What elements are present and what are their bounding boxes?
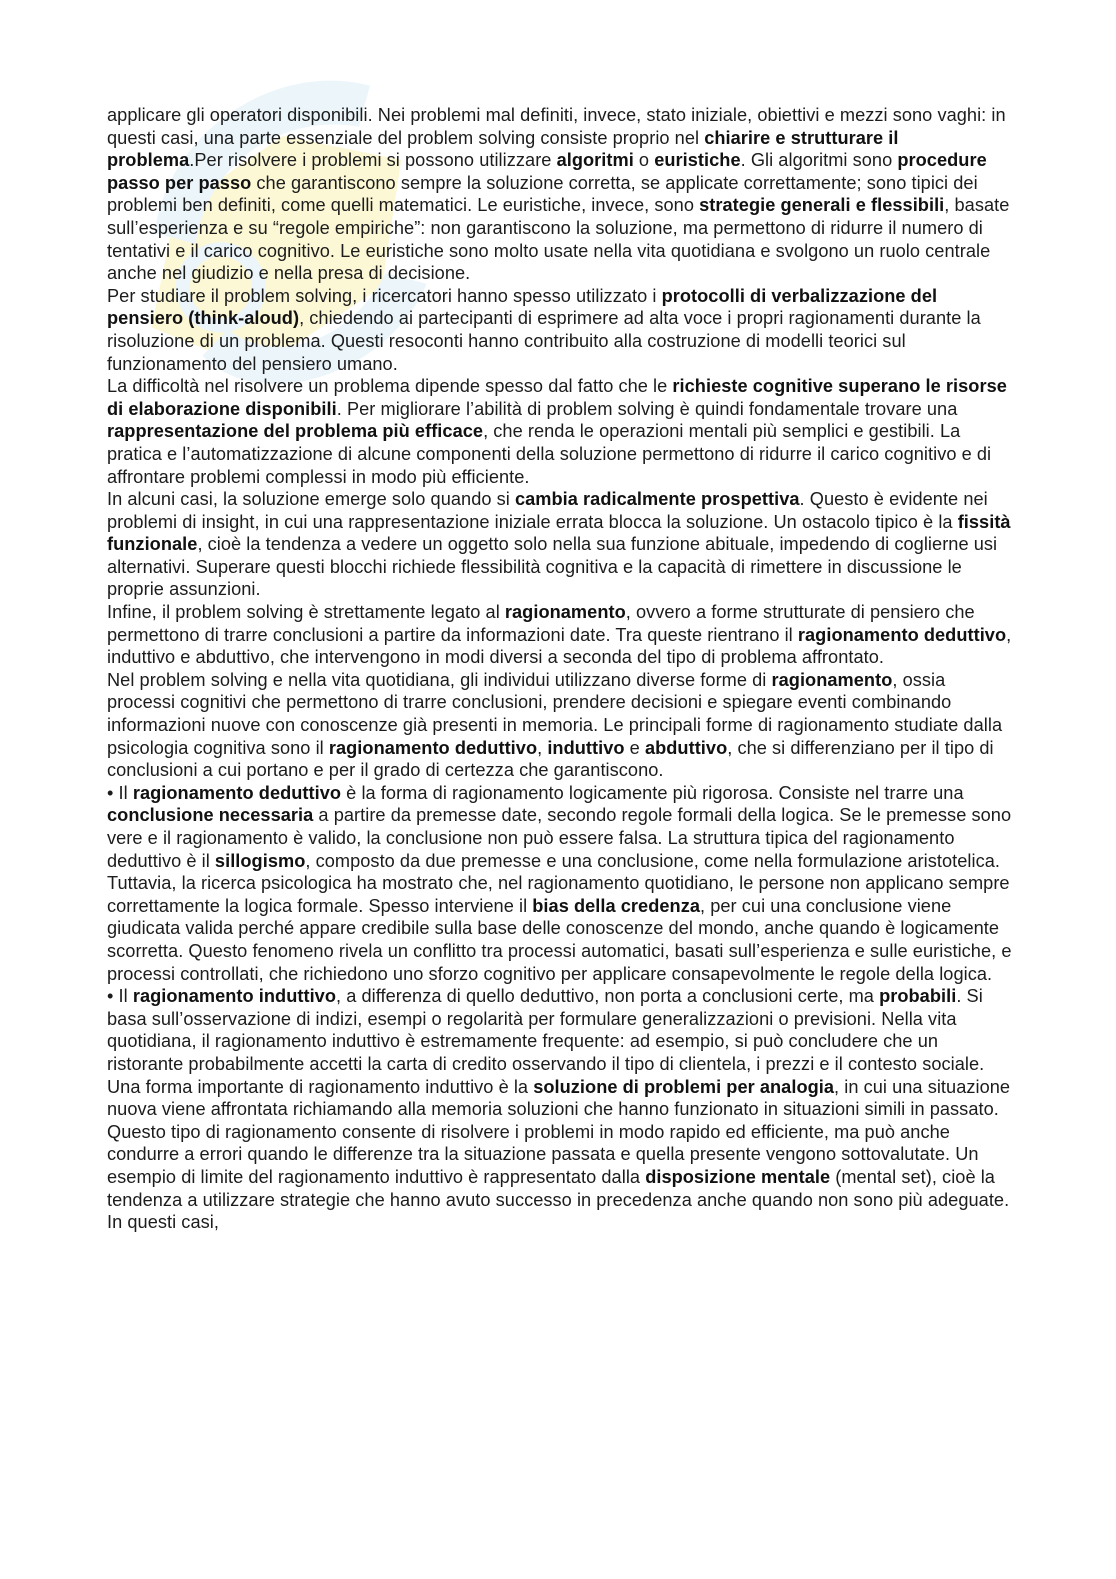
- paragraph: [107, 782, 1013, 985]
- paragraph: [107, 985, 1013, 1234]
- bold-term: ragionamento induttivo: [132, 986, 337, 1007]
- text-run: ,: [537, 737, 548, 758]
- text-run: che garantiscono sempre la soluzione corretta, se applicate correttamente; sono tipici dei problemi ben definiti, come quelli matematici. Le euristiche, invece, sono: [107, 172, 978, 216]
- bold-term: chiarire e strutturare il problema: [107, 127, 899, 171]
- paragraph: [107, 669, 1013, 782]
- bold-term: richieste cognitive superano le risorse di elaborazione disponibili: [107, 376, 1007, 419]
- text-run: . Per migliorare l’abilità di problem solving è quindi fondamentale trovare una: [336, 398, 958, 419]
- paragraph: [107, 172, 1013, 285]
- text-run: a partire da premesse date, secondo regole formali della logica. Se le premesse sono vere e il ragionamento è valido, la conclusione non può essere falsa. La struttura tipica del ragionamento deduttivo è il: [107, 805, 1012, 871]
- text-run: . Gli algoritmi sono: [740, 150, 898, 171]
- text-run: , basate sull’esperienza e su “regole empiriche”: non garantiscono la soluzione, ma permettono di ridurre il numero di tentativi e il carico cognitivo. Le euristiche sono molto usate nella vita quotidiana e svolgono un ruolo centrale anche nel giudizio e nella presa di decisione.: [107, 195, 1010, 284]
- bold-term: strategie generali e flessibili: [699, 195, 945, 216]
- bold-term: algoritmi: [556, 150, 634, 171]
- text-run: Infine, il problem solving è strettamente legato al: [107, 602, 505, 623]
- text-run: , a differenza di quello deduttivo, non porta a conclusioni certe, ma: [336, 986, 880, 1007]
- bold-term: ragionamento deduttivo: [328, 737, 538, 758]
- text-run: .Per risolvere i problemi si possono utilizzare: [189, 150, 557, 171]
- paragraph: [107, 601, 1013, 669]
- text-run: In alcuni casi, la soluzione emerge solo quando si: [107, 489, 515, 510]
- text-run: Per studiare il problem solving, i ricercatori hanno spesso utilizzato i: [107, 285, 662, 306]
- text-run: • Il: [107, 782, 133, 803]
- paragraph: [107, 488, 1013, 601]
- bold-term: passo per passo: [107, 172, 252, 193]
- paragraph: [107, 375, 1013, 488]
- bold-term: fissità funzionale: [107, 511, 1011, 555]
- text-run: . Questo è evidente nei problemi di insight, in cui una rappresentazione iniziale errata blocca la soluzione. Un ostacolo tipico è la: [107, 489, 988, 532]
- text-run: • Il: [107, 986, 133, 1007]
- bold-term: conclusione necessaria: [107, 805, 314, 826]
- text-run: (mental set), cioè la tendenza a utilizzare strategie che hanno avuto successo in precedenza anche quando non sono più adeguate. In questi casi,: [107, 1166, 1010, 1233]
- text-run: , per cui una conclusione viene giudicata valida perché appare credibile sulla base delle conoscenze del mondo, anche quando è logicamente scorretta. Questo fenomeno rivela un conflitto tra processi automatici, basati sull’esperienza e sulle euristiche, e processi controllati, che richiedono uno sforzo cognitivo per applicare consapevolmente le regole della logica.: [107, 895, 1012, 984]
- bold-term: ragionamento deduttivo: [132, 782, 342, 803]
- text-run: è la forma di ragionamento logicamente più rigorosa. Consiste nel trarre una: [341, 782, 964, 803]
- bold-term: rappresentazione del problema più efficace: [107, 421, 484, 442]
- text-run: Nel problem solving e nella vita quotidiana, gli individui utilizzano diverse forme di: [107, 669, 772, 690]
- bold-term: cambia radicalmente prospettiva: [514, 489, 800, 510]
- bold-term: probabili: [879, 986, 957, 1007]
- text-run: , in cui una situazione nuova viene affrontata richiamando alla memoria soluzioni che hanno funzionato in situazioni simili in passato. Questo tipo di ragionamento consente di risolvere i problemi in modo rapido ed efficiente, ma può anche condurre a errori quando le differenze tra la situazione passata e quella presente vengono sottovalutate. Un esempio di limite del ragionamento induttivo è rappresentato dalla: [107, 1076, 1011, 1187]
- bold-term: disposizione mentale: [645, 1166, 831, 1187]
- text-run: , ossia processi cognitivi che permettono di trarre conclusioni, prendere decisioni e spiegare eventi combinando informazioni nuove con conoscenze già presenti in memoria. Le principali forme di ragionamento studiate dalla psicologia cognitiva sono il: [107, 669, 1003, 758]
- text-run: , induttivo e abduttivo, che intervengono in modi diversi a seconda del tipo di problema affrontato.: [107, 624, 1012, 668]
- bold-term: euristiche: [654, 150, 741, 171]
- bold-term: induttivo: [547, 737, 625, 758]
- text-run: , ovvero a forme strutturate di pensiero che permettono di trarre conclusioni a partire da informazioni date. Tra queste rientrano il: [107, 602, 975, 645]
- text-run: , che si differenziano per il tipo di conclusioni a cui portano e per il grado di certezza che garantiscono.: [107, 737, 994, 781]
- bold-term: sillogismo: [214, 850, 306, 871]
- bold-term: abduttivo: [644, 737, 728, 758]
- text-run: applicare gli operatori disponibili. Nei problemi mal definiti, invece, stato iniziale, obiettivi e mezzi sono vaghi: in questi casi, una parte essenziale del problem solving consiste proprio nel: [107, 105, 1006, 148]
- bold-term: ragionamento: [504, 602, 626, 623]
- text-run: La difficoltà nel risolvere un problema dipende spesso dal fatto che le: [107, 376, 673, 397]
- paragraph: [107, 104, 1013, 172]
- text-run: , che renda le operazioni mentali più semplici e gestibili. La pratica e l’automatizzazione di alcune componenti della soluzione permettono di ridurre il carico cognitivo e di affrontare problemi complessi in modo più efficiente.: [107, 421, 992, 487]
- bold-term: soluzione di problemi per analogia: [533, 1076, 835, 1097]
- text-run: e: [624, 737, 645, 758]
- bold-term: protocolli di verbalizzazione del pensiero (think-aloud): [107, 285, 938, 329]
- bold-term: ragionamento deduttivo: [797, 624, 1007, 645]
- document-body: [107, 104, 1013, 1234]
- text-run: , chiedendo ai partecipanti di esprimere ad alta voce i propri ragionamenti durante la risoluzione di un problema. Questi resoconti hanno contribuito alla costruzione di modelli teorici sul funzionamento del pensiero umano.: [107, 308, 981, 374]
- bold-term: ragionamento: [771, 669, 893, 690]
- bold-term: bias della credenza: [532, 895, 701, 916]
- paragraph: [107, 285, 1013, 375]
- text-run: , composto da due premesse e una conclusione, come nella formulazione aristotelica. Tuttavia, la ricerca psicologica ha mostrato che, nel ragionamento quotidiano, le persone non applicano sempre correttamente la logica formale. Spesso interviene il: [107, 850, 1010, 916]
- bold-term: procedure: [897, 150, 987, 171]
- text-run: o: [633, 150, 655, 171]
- text-run: , cioè la tendenza a vedere un oggetto solo nella sua funzione abituale, impedendo di coglierne usi alternativi. Superare questi blocchi richiede flessibilità cognitiva e la capacità di rimettere in discussione le proprie assunzioni.: [107, 534, 998, 600]
- text-run: . Si basa sull’osservazione di indizi, esempi o regolarità per formulare generalizzazioni o previsioni. Nella vita quotidiana, il ragionamento induttivo è estremamente frequente: ad esempio, si può concludere che un ristorante probabilmente accetti la carta di credito osservando il tipo di clientela, i prezzi e il contesto sociale. Una forma importante di ragionamento induttivo è la: [107, 986, 985, 1097]
